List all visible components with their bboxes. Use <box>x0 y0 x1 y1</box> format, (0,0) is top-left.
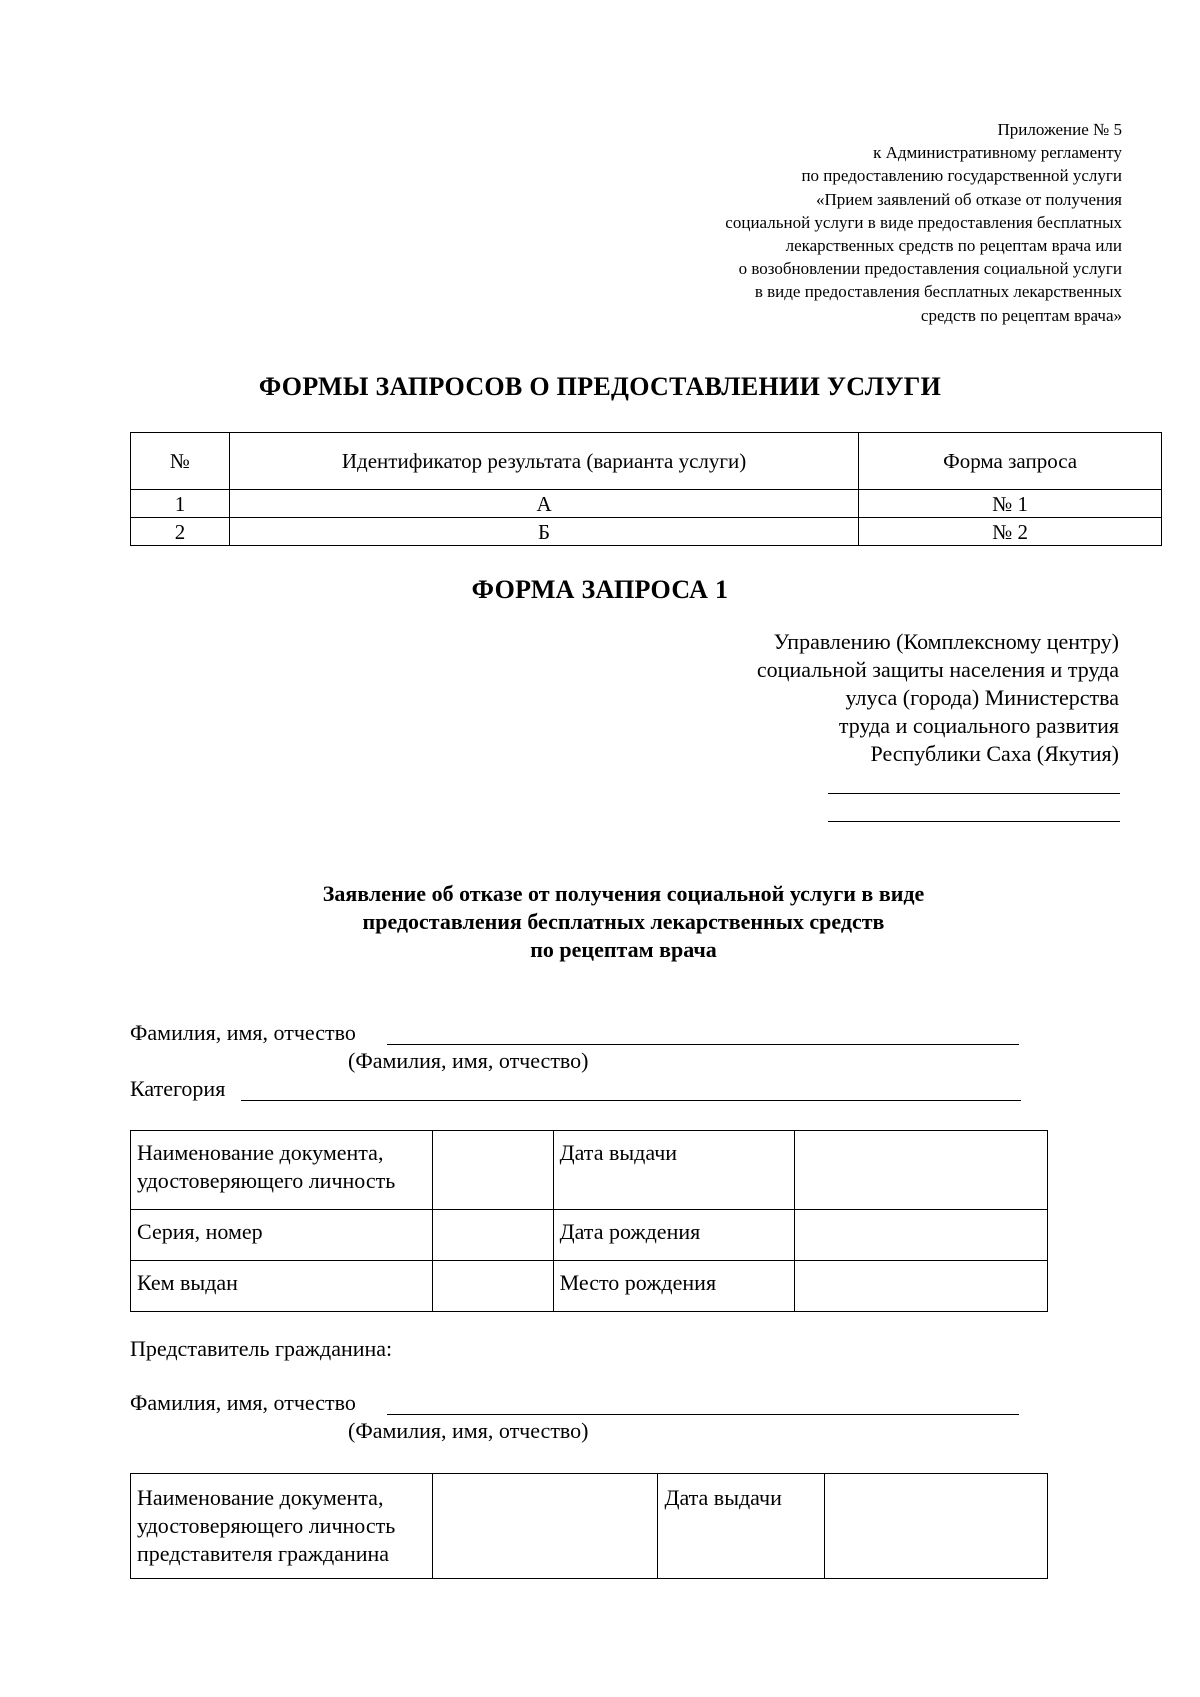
addressee-line: труда и социального развития <box>838 713 1119 738</box>
header-cell-identifier: Идентификатор результата (варианта услуги) <box>229 433 858 490</box>
rep-doc-name-label: Наименование документа, удостоверяющего личность представителя гражданина <box>131 1474 433 1579</box>
representative-fio-label: Фамилия, имя, отчество <box>130 1390 356 1415</box>
page-title: ФОРМЫ ЗАПРОСОВ О ПРЕДОСТАВЛЕНИИ УСЛУГИ <box>258 372 942 401</box>
issue-date-label: Дата выдачи <box>553 1131 795 1210</box>
representative-document-table <box>130 1473 1048 1579</box>
header-cell-form: Форма запроса <box>859 433 1162 490</box>
addressee-block <box>659 628 1119 768</box>
birth-date-value[interactable] <box>795 1210 1048 1261</box>
table-cell: 2 <box>131 518 230 546</box>
addressee-line: социальной защиты населения и труда <box>756 657 1119 682</box>
appendix-line: к Административному регламенту <box>873 143 1122 163</box>
appendix-line: в виде предоставления бесплатных лекарственных <box>754 282 1122 302</box>
doc-name-value[interactable] <box>432 1131 553 1210</box>
appendix-line: Приложение № 5 <box>997 120 1122 139</box>
series-number-label: Серия, номер <box>131 1210 433 1261</box>
form-title: ФОРМА ЗАПРОСА 1 <box>471 575 729 604</box>
header-cell-number: № <box>131 433 230 490</box>
birth-date-label: Дата рождения <box>553 1210 795 1261</box>
issued-by-label: Кем выдан <box>131 1261 433 1312</box>
addressee-line: Республики Саха (Якутия) <box>870 741 1119 766</box>
table-cell: 1 <box>131 490 230 518</box>
birth-place-label: Место рождения <box>553 1261 795 1312</box>
table-cell: А <box>229 490 858 518</box>
doc-name-label: Наименование документа, удостоверяющего личность <box>131 1131 433 1210</box>
table-cell: Б <box>229 518 858 546</box>
applicant-fio-field[interactable] <box>387 1044 1019 1045</box>
statement-title-line: предоставления бесплатных лекарственных средств <box>362 909 885 934</box>
appendix-header <box>562 118 1122 327</box>
table-cell: № 2 <box>859 518 1162 546</box>
appendix-line: лекарственных средств по рецептам врача или <box>785 236 1122 256</box>
appendix-line: «Прием заявлений об отказе от получения <box>816 189 1122 209</box>
representative-fio-field[interactable] <box>387 1414 1019 1415</box>
identity-document-table <box>130 1130 1048 1312</box>
appendix-line: средств по рецептам врача» <box>920 305 1122 325</box>
category-field[interactable] <box>241 1100 1021 1101</box>
appendix-line: социальной услуги в виде предоставления бесплатных <box>725 212 1122 232</box>
birth-place-value[interactable] <box>795 1261 1048 1312</box>
table-header-row <box>131 433 1162 490</box>
appendix-line: по предоставлению государственной услуги <box>801 166 1122 186</box>
statement-title <box>0 880 1200 964</box>
table-row <box>131 1261 1048 1312</box>
series-number-value[interactable] <box>432 1210 553 1261</box>
addressee-blank-line[interactable] <box>828 793 1120 794</box>
table-row <box>131 1474 1048 1579</box>
rep-issue-date-label: Дата выдачи <box>658 1474 825 1579</box>
variants-table <box>130 432 1162 546</box>
table-row <box>131 1210 1048 1261</box>
applicant-fio-hint: (Фамилия, имя, отчество) <box>348 1048 589 1073</box>
category-label: Категория <box>130 1076 226 1101</box>
addressee-line: Управлению (Комплексному центру) <box>773 629 1119 654</box>
rep-doc-name-value[interactable] <box>432 1474 658 1579</box>
table-row <box>131 1131 1048 1210</box>
statement-title-line: Заявление об отказе от получения социальной услуги в виде <box>322 881 925 906</box>
appendix-line: о возобновлении предоставления социальной услуги <box>738 259 1122 279</box>
rep-issue-date-value[interactable] <box>825 1474 1048 1579</box>
statement-title-line: по рецептам врача <box>530 937 717 962</box>
representative-fio-hint: (Фамилия, имя, отчество) <box>348 1418 589 1443</box>
addressee-blank-line[interactable] <box>828 821 1120 822</box>
applicant-fio-label: Фамилия, имя, отчество <box>130 1020 356 1045</box>
representative-section-label: Представитель гражданина: <box>130 1336 393 1361</box>
table-row <box>131 490 1162 518</box>
issued-by-value[interactable] <box>432 1261 553 1312</box>
table-row <box>131 518 1162 546</box>
addressee-line: улуса (города) Министерства <box>845 685 1119 710</box>
table-cell: № 1 <box>859 490 1162 518</box>
issue-date-value[interactable] <box>795 1131 1048 1210</box>
